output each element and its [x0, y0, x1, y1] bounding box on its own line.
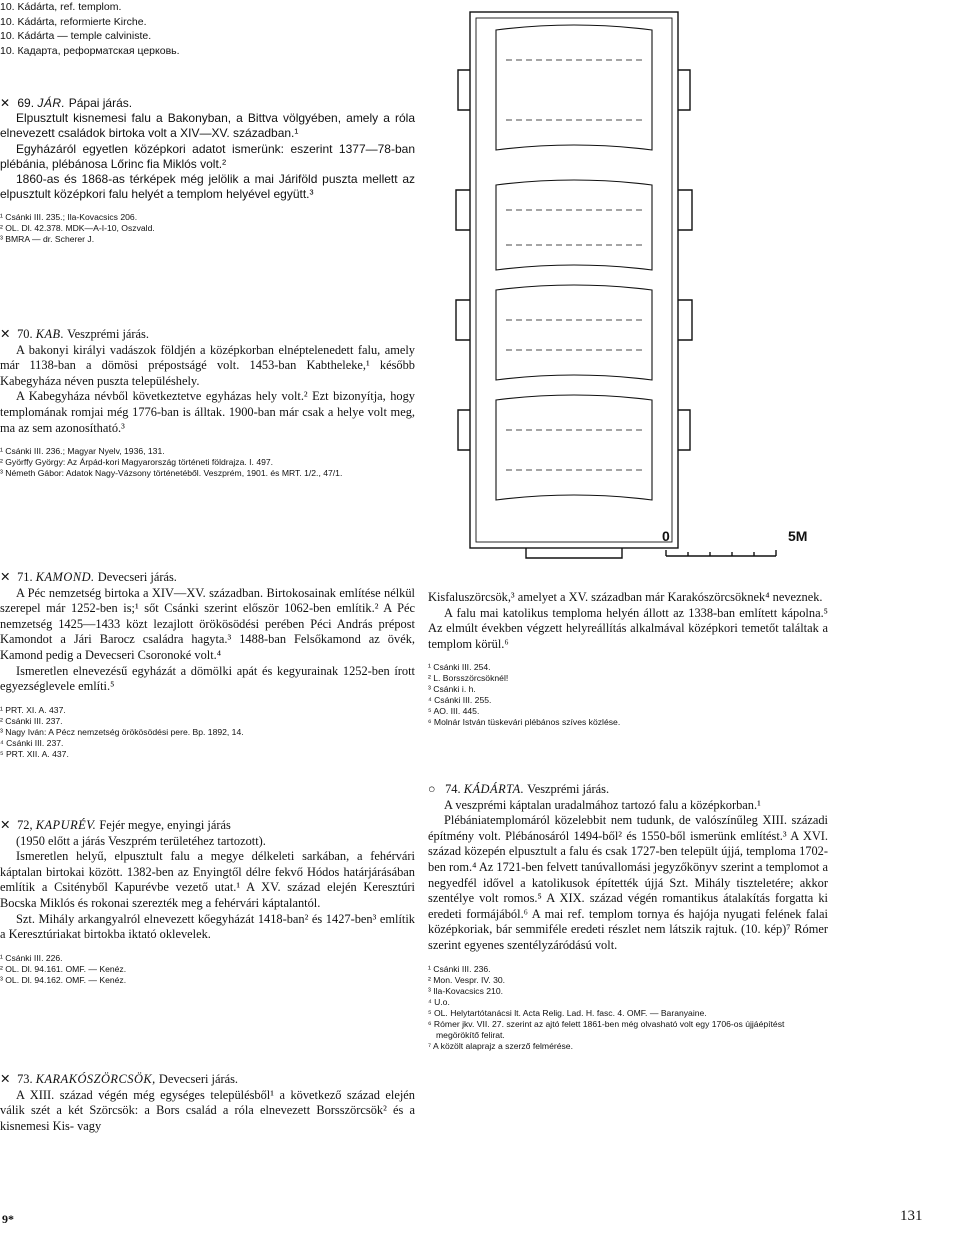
- entry-note: (1950 előtt a járás Veszprém területéhez tartozott).: [16, 833, 266, 848]
- footnotes: [0, 953, 415, 986]
- footnote: ² OL. Dl. 94.161. OMF. — Kenéz.: [0, 963, 127, 974]
- entry-73-continued: [428, 590, 828, 728]
- paragraph: Egyházáról egyetlen középkori adatot ismerünk: eszerint 1377—78-ban plébánia, plébánosa Lőrinc fia Miklós volt.²: [0, 141, 415, 171]
- entrance-steps: [526, 548, 622, 558]
- footnote: ² L. Borsszörcsöknél!: [428, 673, 509, 684]
- standing-mark-icon: ○: [428, 782, 436, 796]
- nave-bay: [496, 395, 652, 500]
- paragraph: Ismeretlen helyű, elpusztult falu a megye délkeleti sarkában, a fehérvári káptalan birtokai között. 1382-ben az Enyingtől délre fekvő Hódos határjárásában említik a Csitényből Kapurévbe vezető utat.¹ A XV. század elején Keresztúri Bocska Miklós és rokonai szerezték meg a fehérvári káptalantól.: [0, 849, 415, 910]
- entry-number: 72,: [17, 818, 33, 832]
- footnotes: [428, 964, 828, 1052]
- caption-line: 10. Kádárta, ref. templom.: [0, 1, 122, 13]
- outer-wall: [470, 12, 678, 548]
- footnotes: [0, 446, 415, 479]
- printer-signature: 9*: [2, 1212, 14, 1226]
- entry-name: KAB.: [35, 327, 65, 341]
- paragraph: 1860-as és 1868-as térképek még jelölik a mai Járiföld puszta mellett az elpusztult középkori falu helyét a templom helyével együtt.³: [0, 172, 415, 202]
- footnote: ¹ Csánki III. 235.; Ila-Kovacsics 206.: [0, 212, 138, 223]
- entry-district: Pápai járás.: [68, 96, 133, 110]
- buttress: [456, 300, 470, 340]
- paragraph: Ismeretlen elnevezésű egyházát a dömölki apát és kegyurainak 1252-ben írott egyezséglevele említi.⁵: [0, 663, 415, 694]
- caption-line: 10. Кадарта, реформатская церковь.: [0, 44, 180, 57]
- footnote: ⁵ OL. Helytartótanácsi lt. Acta Relig. Lad. H. fasc. 4. OMF. — Baranyaine.: [428, 1007, 707, 1018]
- floor-plan-drawing: [436, 0, 960, 565]
- destroyed-mark-icon: ✕: [0, 1072, 11, 1086]
- paragraph: A bakonyi királyi vadászok földjén a középkorban elnéptelenedett falu, amely már 1138-ban a dömösi prépostságé volt. 1453-ban Kabtheleke,¹ később Kabegyháza néven puszta településhely.: [0, 342, 415, 388]
- entry-district: Veszprémi járás.: [527, 782, 610, 796]
- footnotes: [428, 662, 828, 728]
- buttress: [456, 190, 470, 230]
- inner-wall-line: [476, 18, 672, 542]
- entry-72: [0, 818, 415, 986]
- page-number: 131: [900, 1208, 923, 1224]
- footnote: ³ BMRA — dr. Scherer J.: [0, 234, 95, 245]
- entry-name: KÁDÁRTA.: [463, 782, 525, 796]
- paragraph: A Kabegyháza névből következtetve egyházas hely volt.² Ezt bizonyítja, hogy templomának romjai még 1776-ban is álltak. 1900-ban már csak a helye volt meg, ma az sem azonosítható.³: [0, 389, 415, 435]
- paragraph: A falu mai katolikus temploma helyén állott az 1338-ban említett kápolna.⁵ Az elmúlt években végzett helyreállítás alkalmával középkori temetőt találtak a templom körül.⁶: [428, 605, 828, 651]
- entry-district: Devecseri járás.: [158, 1072, 239, 1086]
- buttress: [458, 410, 470, 450]
- entry-number: 74.: [445, 782, 461, 796]
- destroyed-mark-icon: ✕: [0, 327, 11, 341]
- entry-number: 70.: [17, 327, 33, 341]
- footnote: ³ OL. Dl. 94.162. OMF. — Kenéz.: [0, 974, 127, 985]
- footnote: ¹ Csánki III. 236.: [428, 963, 491, 974]
- footnote: ⁵ PRT. XII. A. 437.: [0, 748, 69, 759]
- footnote: ⁴ Csánki III. 255.: [428, 695, 492, 706]
- buttress: [678, 190, 692, 230]
- paragraph: A veszprémi káptalan uradalmához tartozó falu a középkorban.¹: [444, 797, 761, 812]
- buttress: [678, 300, 692, 340]
- entry-name: JÁR.: [37, 96, 66, 110]
- paragraph: Elpusztult kisnemesi falu a Bakonyban, a Bittva völgyében, amely a róla elnevezett családok birtoka volt a XIV—XV. században.¹: [0, 111, 415, 141]
- entry-number: 71.: [17, 570, 33, 584]
- scale-bar: [666, 550, 776, 556]
- entry-number: 73.: [17, 1072, 33, 1086]
- nave-bay: [496, 180, 652, 270]
- footnote: ⁵ AO. III. 445.: [428, 706, 480, 717]
- footnote: ⁴ U.o.: [428, 996, 450, 1007]
- caption-line: 10. Kádárta — temple calviniste.: [0, 30, 152, 42]
- entry-name: KAPURÉV.: [35, 818, 97, 832]
- paragraph: A XIII. század végén még egységes településből¹ a következő század elején válik szét a két Szörcsök: a Bors család a róla elnevezett Borsszörcsök² és a kisnemesi Kis- vagy: [0, 1087, 415, 1133]
- church-floor-plan: [436, 0, 960, 565]
- paragraph: Kisfaluszörcsök,³ amelyet a XV. században már Karakószörcsöknek⁴ neveznek.: [428, 590, 823, 604]
- entry-district: Fejér megye, enyingi járás: [99, 818, 231, 832]
- entry-district: Devecseri járás.: [97, 570, 177, 584]
- footnote: ² Mon. Vespr. IV. 30.: [428, 974, 506, 985]
- entry-74: [428, 782, 828, 1052]
- footnote: ¹ Csánki III. 236.; Magyar Nyelv, 1936, 131.: [0, 446, 165, 457]
- caption-line: 10. Kádárta, reformierte Kirche.: [0, 15, 147, 28]
- destroyed-mark-icon: ✕: [0, 96, 11, 110]
- scale-label: 5M: [788, 528, 808, 544]
- figure-caption: [0, 0, 420, 58]
- footnotes: [0, 212, 415, 245]
- entry-district: Veszprémi járás.: [67, 327, 149, 341]
- destroyed-mark-icon: ✕: [0, 570, 11, 584]
- scale-zero: 0: [662, 528, 670, 544]
- footnote: ¹ Csánki III. 254.: [428, 662, 491, 673]
- footnote: ³ Csánki i. h.: [428, 684, 476, 695]
- footnote: ² OL. Dl. 42.378. MDK—A-I-10, Oszvald.: [0, 223, 155, 234]
- entry-70: [0, 327, 415, 479]
- entry-69: [0, 96, 415, 245]
- footnote: ³ Németh Gábor: Adatok Nagy-Vázsony történetéből. Veszprém, 1901. és MRT. 1/2., 47/1.: [0, 468, 343, 479]
- entry-number: 69.: [17, 96, 35, 110]
- entry-name: KAMOND.: [35, 570, 95, 584]
- buttress: [678, 70, 690, 110]
- paragraph: Szt. Mihály arkangyalról elnevezett kőegyházát 1418-ban² és 1427-ben³ említik a Keresztúriakat birtokba iktató oklevelek.: [0, 911, 415, 942]
- footnote: ¹ Csánki III. 226.: [0, 952, 63, 963]
- footnote: ³ Ila-Kovacsics 210.: [428, 985, 503, 996]
- footnote: ⁴ Csánki III. 237.: [0, 737, 64, 748]
- footnote: ¹ PRT. XI. A. 437.: [0, 704, 66, 715]
- footnotes: [0, 705, 415, 760]
- nave-bay: [496, 285, 652, 380]
- footnote: ⁷ A közölt alaprajz a szerző felmérése.: [428, 1040, 573, 1051]
- footnote: ² Györffy György: Az Árpád-kori Magyarország történeti földrajza. I. 497.: [0, 457, 274, 468]
- paragraph: Plébániatemplomáról közelebbit nem tudunk, de valószínűleg XIII. századi építmény volt. Plébánosáról 1494-ből² és 1550-ből ismerünk említést.³ A XVI. század közepén elpusztult a falu és csak 1727-ben települt újjá, temploma 1702-ben rom.⁴ Az 1721-ben felvett tanúvallomási jegyzőkönyv szerint a templomot a negyedfél idővel a katolikusok építették újjá Szt. Mihály tiszteletére; akkor szentélye volt romos.⁵ A XIX. század végén romantikus átalakítás forgatta ki eredeti formájából.⁶ A mai ref. templom tornya és hajója nyugati felének falai középkoriak, bár semmiféle eredeti részlet nem látszik rajtuk. (10. kép)⁷ Rómer szerint egyenes szentélyzáródású volt.: [428, 813, 828, 952]
- footnote: ⁶ Rómer jkv. VII. 27. szerint az ajtó felett 1861-ben még olvasható volt egy 1706-os újjáépítést megörökítő felirat.: [428, 1018, 785, 1040]
- footnote: ³ Nagy Iván: A Pécz nemzetség örökösödési pere. Bp. 1892, 14.: [0, 726, 244, 737]
- paragraph: A Péc nemzetség birtoka a XIV—XV. században. Birtokosainak említése nélkül szerepel már 1252-ben is;¹ sőt Csánki szerint először 1062-ben említik.² A Péc nemzetség 1425—1433 közt lezajlott örökösödési perében Péci András prépost Kamondot a Jári Barocz családra hagyta.³ 1488-ban Felsőkamond az övék, Kamond pedig a Devecseri Csoronoké volt.⁴: [0, 585, 415, 662]
- footnote: ² Csánki III. 237.: [0, 715, 63, 726]
- buttress: [678, 410, 690, 450]
- entry-73: [0, 1072, 415, 1134]
- tower-outline: [496, 25, 652, 150]
- entry-71: [0, 570, 415, 760]
- entry-name: KARAKÓSZÖRCSÖK,: [35, 1072, 156, 1086]
- footnote: ⁶ Molnár István tüskevári plébános szíves közlése.: [428, 717, 621, 728]
- destroyed-mark-icon: ✕: [0, 818, 11, 832]
- buttress: [458, 70, 470, 110]
